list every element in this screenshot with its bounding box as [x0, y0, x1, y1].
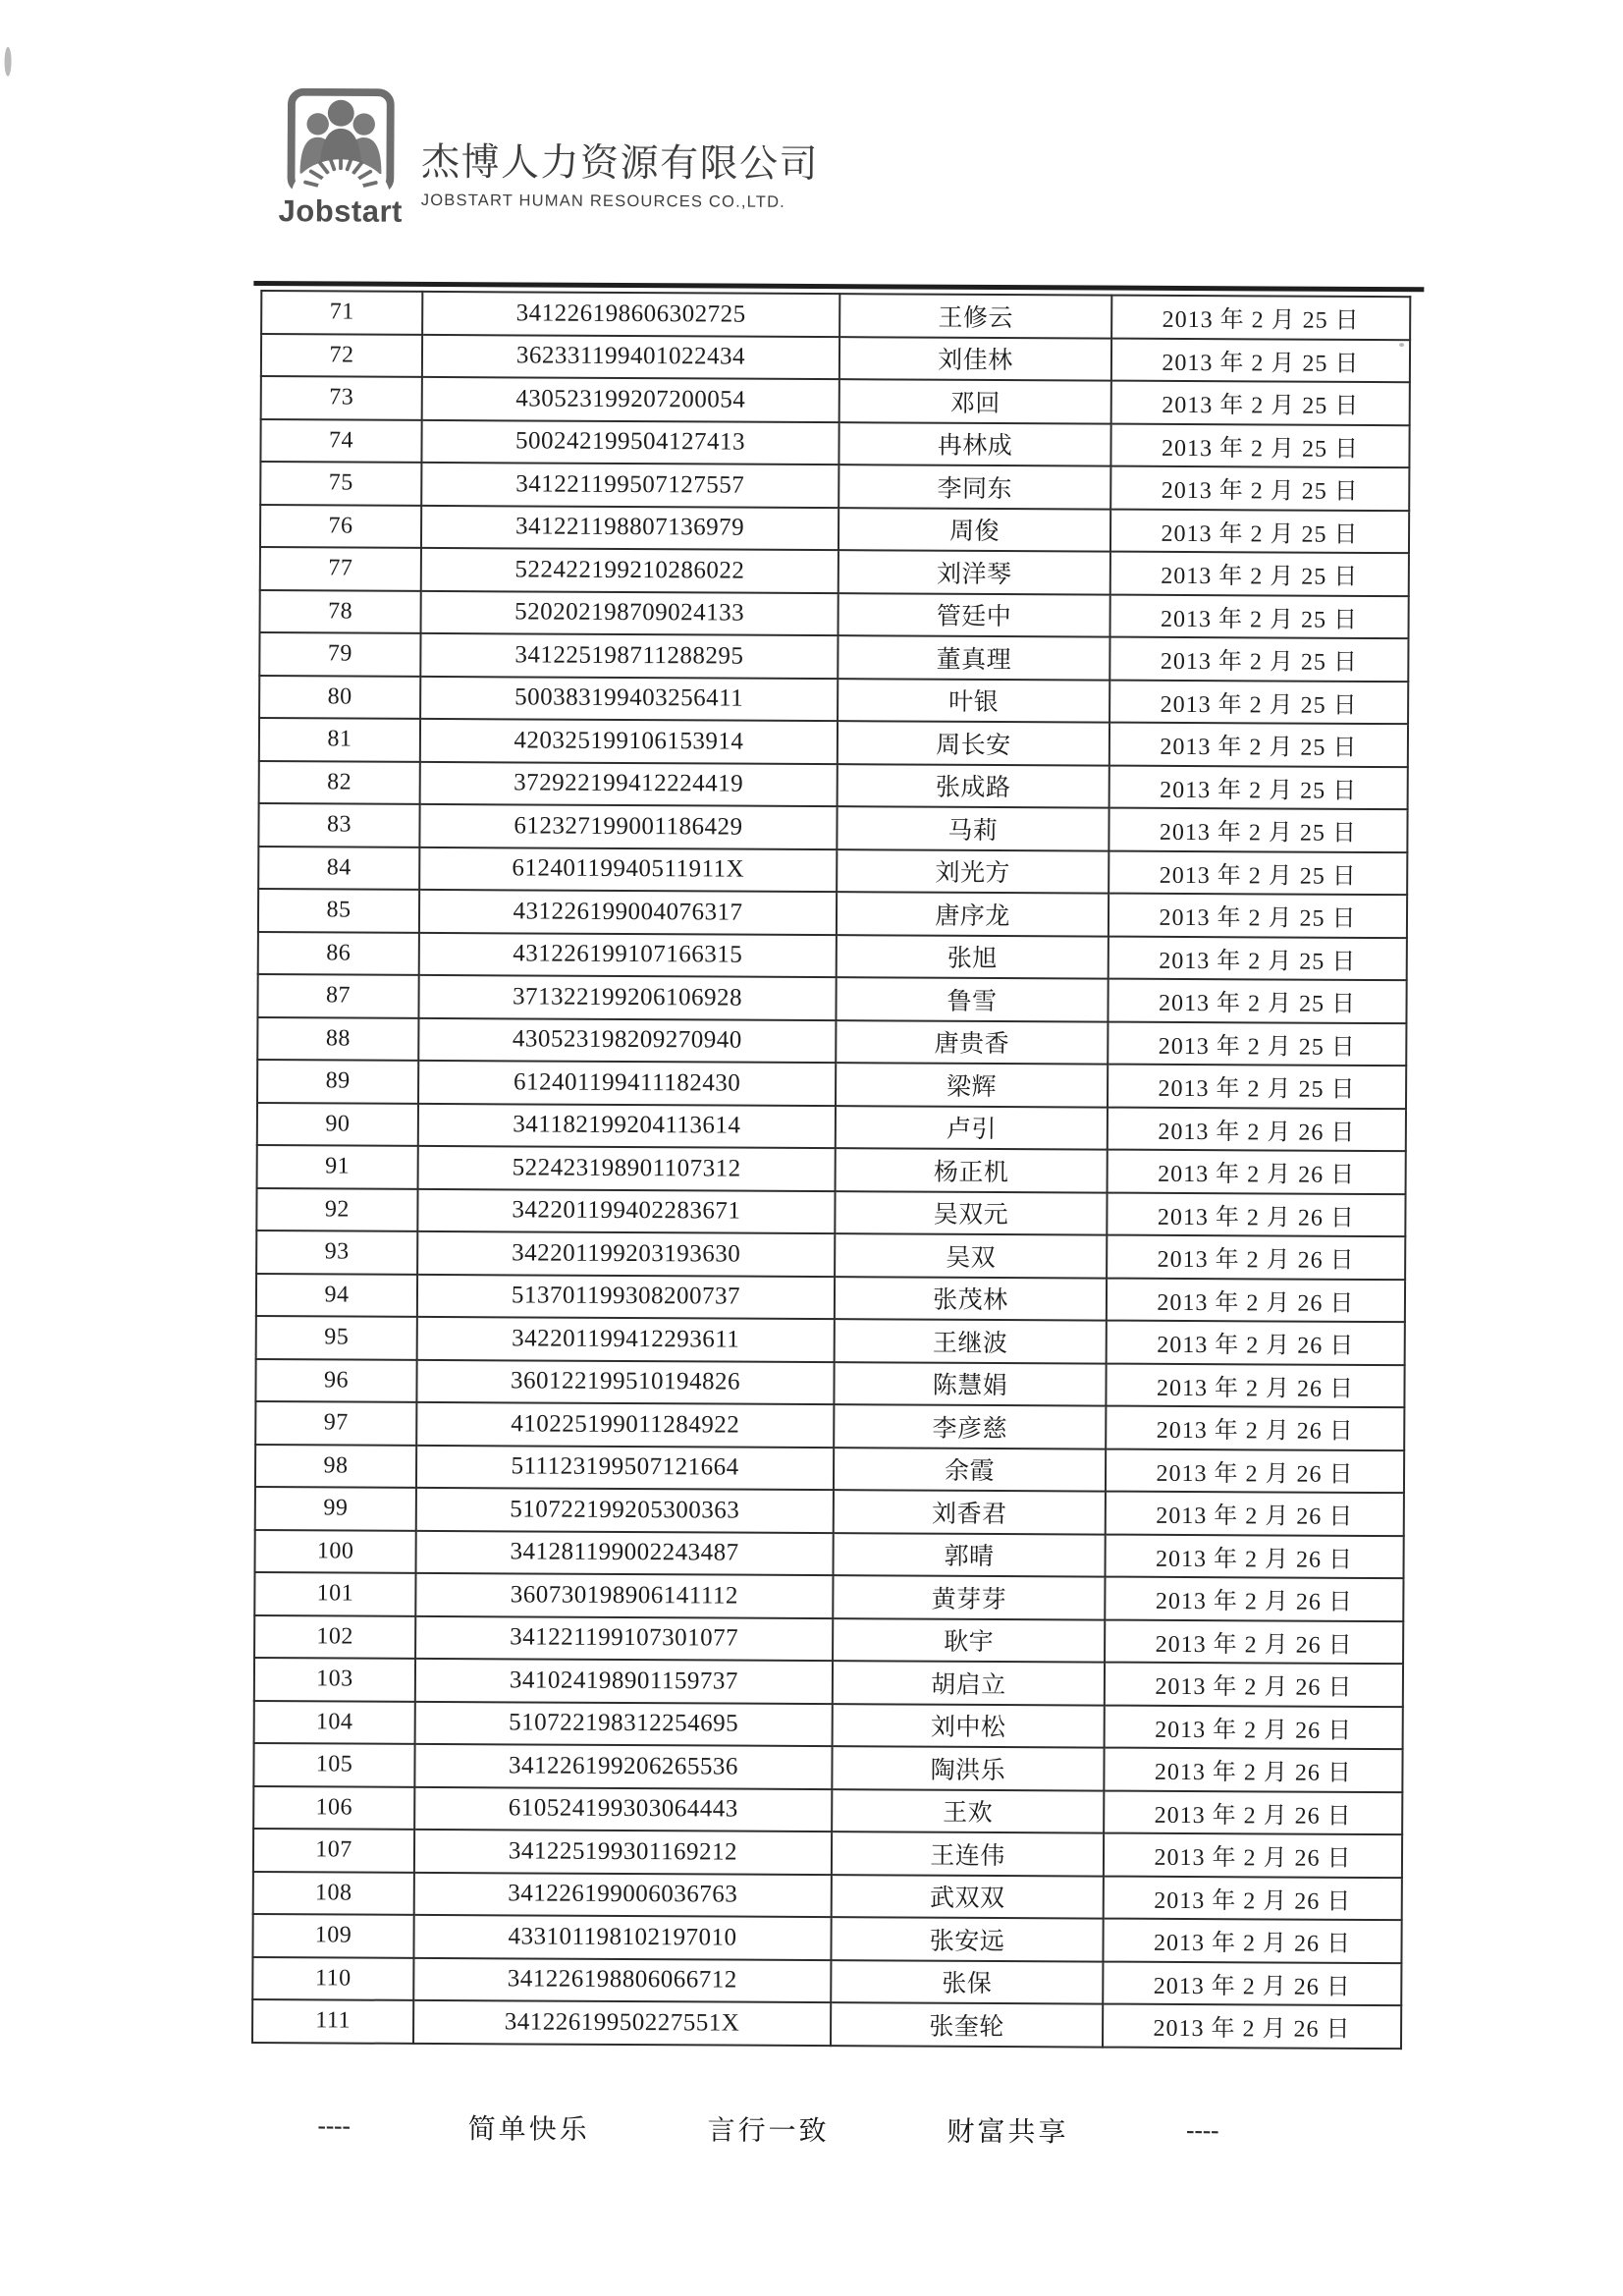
id-number-cell: 341281199002243487	[416, 1530, 834, 1575]
company-logo	[277, 87, 406, 230]
name-cell: 刘香君	[834, 1490, 1106, 1534]
date-cell: 2013 年 2 月 26 日	[1103, 1961, 1401, 2005]
row-number-cell: 91	[257, 1145, 418, 1188]
id-number-cell: 360730198906141112	[415, 1573, 833, 1618]
name-cell: 梁辉	[836, 1063, 1108, 1107]
footer-left-dashes: ----	[317, 2112, 351, 2140]
table-row	[253, 1786, 1402, 1835]
table-row	[252, 1957, 1401, 2006]
roster-table-body	[252, 291, 1410, 2049]
table-row	[256, 1274, 1405, 1323]
id-number-cell: 513701199308200737	[417, 1274, 835, 1319]
name-cell: 杨正机	[836, 1148, 1108, 1192]
row-number-cell: 97	[255, 1401, 416, 1445]
table-row	[260, 505, 1409, 554]
table-row	[259, 632, 1408, 682]
id-number-cell: 342201199402283671	[417, 1188, 835, 1233]
date-cell: 2013 年 2 月 25 日	[1110, 552, 1409, 596]
name-cell: 刘光方	[837, 849, 1109, 894]
id-number-cell: 372922199412224419	[420, 761, 838, 806]
table-row	[256, 1188, 1405, 1237]
date-cell: 2013 年 2 月 25 日	[1109, 936, 1407, 980]
date-cell: 2013 年 2 月 25 日	[1109, 894, 1407, 938]
row-number-cell: 79	[259, 632, 420, 676]
table-row	[253, 1829, 1402, 1878]
date-cell: 2013 年 2 月 26 日	[1105, 1705, 1403, 1749]
date-cell: 2013 年 2 月 25 日	[1109, 765, 1408, 809]
row-number-cell: 74	[260, 419, 421, 463]
name-cell: 周长安	[838, 721, 1109, 765]
id-number-cell: 612327199001186429	[419, 804, 837, 849]
logo-wordmark: Jobstart	[278, 193, 404, 229]
name-cell: 陶洪乐	[832, 1746, 1104, 1790]
table-row	[255, 1359, 1404, 1408]
row-number-cell: 86	[258, 932, 419, 975]
date-cell: 2013 年 2 月 26 日	[1106, 1492, 1404, 1536]
row-number-cell: 77	[260, 547, 421, 590]
table-row	[258, 932, 1407, 981]
row-number-cell: 98	[255, 1445, 416, 1488]
name-cell: 张茂林	[835, 1277, 1107, 1321]
row-number-cell: 110	[252, 1957, 413, 2000]
id-number-cell: 520202198709024133	[421, 590, 839, 635]
id-number-cell: 341182199204113614	[418, 1103, 836, 1148]
table-row	[258, 889, 1407, 938]
date-cell: 2013 年 2 月 26 日	[1104, 1748, 1402, 1792]
name-cell: 刘佳林	[839, 337, 1111, 381]
table-row	[254, 1701, 1403, 1750]
name-cell: 张保	[831, 1960, 1103, 2004]
scan-speck	[1399, 343, 1404, 347]
table-row	[257, 1145, 1406, 1194]
id-number-cell: 341221199507127557	[421, 463, 839, 508]
id-number-cell: 61240119940511911X	[419, 847, 837, 892]
footer-slogan-3: 财富共享	[947, 2116, 1069, 2149]
name-cell: 刘洋琴	[839, 550, 1110, 594]
row-number-cell: 80	[259, 676, 420, 719]
id-number-cell: 342201199412293611	[417, 1317, 835, 1362]
row-number-cell: 85	[258, 889, 419, 932]
table-row	[255, 1445, 1404, 1494]
id-number-cell: 522422199210286022	[421, 548, 839, 593]
row-number-cell: 107	[253, 1829, 414, 1872]
date-cell: 2013 年 2 月 25 日	[1109, 808, 1407, 852]
table-row	[261, 334, 1410, 383]
name-cell: 吴双	[835, 1233, 1107, 1278]
row-number-cell: 90	[257, 1103, 418, 1146]
table-row	[253, 1743, 1402, 1792]
table-row	[258, 803, 1407, 852]
footer-right-dashes: ----	[1186, 2117, 1219, 2145]
table-row	[252, 1914, 1401, 1963]
row-number-cell: 94	[256, 1274, 417, 1317]
row-number-cell: 82	[259, 761, 420, 804]
letterhead	[421, 132, 819, 212]
row-number-cell: 72	[261, 334, 422, 377]
table-row	[258, 847, 1407, 896]
name-cell: 张安远	[831, 1917, 1103, 1961]
date-cell: 2013 年 2 月 26 日	[1107, 1235, 1405, 1280]
table-row	[260, 590, 1409, 639]
table-row	[260, 547, 1409, 596]
table-row	[255, 1530, 1404, 1579]
name-cell: 吴双元	[835, 1191, 1107, 1235]
name-cell: 王连伟	[832, 1831, 1104, 1876]
id-number-cell: 510722198312254695	[415, 1701, 833, 1746]
name-cell: 陈慧娟	[834, 1362, 1106, 1406]
row-number-cell: 84	[258, 847, 419, 890]
date-cell: 2013 年 2 月 26 日	[1105, 1619, 1403, 1664]
scan-smudge	[4, 47, 11, 77]
table-row	[260, 462, 1409, 511]
date-cell: 2013 年 2 月 25 日	[1109, 680, 1408, 724]
jobstart-logo-icon	[285, 87, 398, 198]
roster-table	[251, 290, 1411, 2050]
id-number-cell: 410225199011284922	[416, 1402, 834, 1448]
id-number-cell: 341221199107301077	[415, 1615, 833, 1661]
row-number-cell: 99	[255, 1487, 416, 1530]
date-cell: 2013 年 2 月 25 日	[1111, 296, 1410, 340]
name-cell: 王修云	[839, 294, 1111, 338]
row-number-cell: 108	[253, 1872, 414, 1915]
name-cell: 耿宇	[833, 1618, 1105, 1663]
date-cell: 2013 年 2 月 25 日	[1111, 381, 1410, 425]
date-cell: 2013 年 2 月 25 日	[1108, 979, 1406, 1023]
row-number-cell: 89	[257, 1060, 418, 1103]
date-cell: 2013 年 2 月 25 日	[1110, 594, 1409, 638]
row-number-cell: 101	[254, 1572, 415, 1615]
id-number-cell: 341225199301169212	[414, 1830, 832, 1875]
row-number-cell: 104	[254, 1701, 415, 1744]
name-cell: 邓回	[839, 379, 1111, 423]
footer-slogan-1: 简单快乐	[467, 2114, 590, 2146]
row-number-cell: 106	[253, 1786, 414, 1830]
name-cell: 卢引	[836, 1106, 1108, 1150]
name-cell: 唐贵香	[836, 1020, 1108, 1065]
row-number-cell: 71	[261, 291, 422, 334]
date-cell: 2013 年 2 月 25 日	[1109, 637, 1408, 682]
footer-slogans	[317, 2106, 1218, 2151]
id-number-cell: 430523199207200054	[422, 377, 839, 422]
id-number-cell: 341226199206265536	[414, 1744, 832, 1789]
id-number-cell: 360122199510194826	[416, 1359, 834, 1404]
table-row	[252, 1999, 1401, 2049]
id-number-cell: 341221198807136979	[421, 505, 839, 550]
id-number-cell: 433101198102197010	[413, 1915, 831, 1960]
table-row	[254, 1615, 1403, 1665]
id-number-cell: 500242199504127413	[421, 419, 839, 465]
date-cell: 2013 年 2 月 25 日	[1108, 1021, 1406, 1066]
id-number-cell: 431226199004076317	[419, 890, 837, 935]
date-cell: 2013 年 2 月 25 日	[1109, 850, 1407, 895]
name-cell: 鲁雪	[836, 977, 1108, 1021]
table-row	[254, 1572, 1403, 1621]
table-row	[254, 1658, 1403, 1707]
id-number-cell: 500383199403256411	[420, 676, 838, 721]
table-row	[257, 1103, 1406, 1152]
date-cell: 2013 年 2 月 25 日	[1111, 338, 1410, 382]
table-row	[255, 1401, 1404, 1450]
date-cell: 2013 年 2 月 26 日	[1106, 1449, 1404, 1493]
row-number-cell: 76	[260, 505, 421, 548]
id-number-cell: 430523198209270940	[418, 1017, 836, 1063]
name-cell: 冉林成	[839, 422, 1110, 466]
row-number-cell: 81	[259, 718, 420, 761]
date-cell: 2013 年 2 月 26 日	[1105, 1577, 1403, 1621]
row-number-cell: 109	[252, 1914, 413, 1957]
date-cell: 2013 年 2 月 26 日	[1107, 1192, 1405, 1236]
id-number-cell: 341225198711288295	[420, 633, 838, 679]
date-cell: 2013 年 2 月 26 日	[1103, 1919, 1401, 1963]
id-number-cell: 431226199107166315	[419, 932, 837, 977]
footer-slogan-2: 言行一致	[707, 2115, 830, 2148]
id-number-cell: 510722199205300363	[416, 1488, 834, 1533]
id-number-cell: 371322199206106928	[418, 975, 836, 1020]
table-row	[259, 761, 1408, 810]
table-row	[256, 1316, 1405, 1365]
name-cell: 张旭	[837, 935, 1109, 979]
row-number-cell: 88	[257, 1017, 418, 1061]
name-cell: 董真理	[838, 635, 1109, 680]
date-cell: 2013 年 2 月 26 日	[1106, 1363, 1404, 1407]
date-cell: 2013 年 2 月 26 日	[1103, 2004, 1401, 2049]
name-cell: 叶银	[838, 679, 1109, 723]
name-cell: 马莉	[837, 806, 1109, 850]
row-number-cell: 83	[258, 803, 419, 847]
row-number-cell: 105	[253, 1743, 414, 1786]
id-number-cell: 511123199507121664	[416, 1445, 834, 1490]
row-number-cell: 95	[256, 1316, 417, 1359]
name-cell: 郭晴	[833, 1533, 1105, 1577]
id-number-cell: 341226198606302725	[422, 292, 839, 337]
name-cell: 胡启立	[833, 1661, 1105, 1705]
name-cell: 余霞	[834, 1448, 1106, 1492]
date-cell: 2013 年 2 月 26 日	[1107, 1321, 1405, 1365]
row-number-cell: 96	[255, 1359, 416, 1402]
id-number-cell: 341226199006036763	[414, 1872, 832, 1917]
date-cell: 2013 年 2 月 26 日	[1107, 1278, 1405, 1322]
date-cell: 2013 年 2 月 26 日	[1108, 1107, 1406, 1151]
row-number-cell: 93	[256, 1230, 417, 1274]
date-cell: 2013 年 2 月 25 日	[1110, 509, 1409, 553]
row-number-cell: 103	[254, 1658, 415, 1701]
company-name-english: JOBSTART HUMAN RESOURCES CO.,LTD.	[420, 191, 786, 211]
id-number-cell: 362331199401022434	[422, 334, 839, 379]
id-number-cell: 341024198901159737	[415, 1659, 833, 1704]
date-cell: 2013 年 2 月 26 日	[1104, 1876, 1402, 1920]
row-number-cell: 78	[260, 590, 421, 633]
row-number-cell: 111	[252, 1999, 413, 2043]
date-cell: 2013 年 2 月 25 日	[1109, 723, 1408, 767]
row-number-cell: 102	[254, 1615, 415, 1659]
id-number-cell: 522423198901107312	[418, 1146, 836, 1191]
date-cell: 2013 年 2 月 26 日	[1104, 1833, 1402, 1878]
name-cell: 黄芽芽	[833, 1575, 1105, 1619]
date-cell: 2013 年 2 月 26 日	[1105, 1534, 1403, 1578]
table-row	[257, 1060, 1406, 1109]
row-number-cell: 73	[261, 376, 422, 419]
row-number-cell: 100	[255, 1530, 416, 1573]
name-cell: 唐序龙	[837, 892, 1109, 936]
name-cell: 刘中松	[833, 1704, 1105, 1748]
date-cell: 2013 年 2 月 26 日	[1108, 1150, 1406, 1194]
table-row	[261, 376, 1410, 425]
name-cell: 王继波	[835, 1319, 1107, 1363]
table-row	[261, 291, 1410, 340]
name-cell: 李同东	[839, 465, 1110, 509]
date-cell: 2013 年 2 月 25 日	[1110, 423, 1409, 467]
table-row	[255, 1487, 1404, 1536]
date-cell: 2013 年 2 月 26 日	[1105, 1663, 1403, 1707]
name-cell: 王欢	[832, 1789, 1104, 1833]
table-row	[257, 1017, 1406, 1066]
id-number-cell: 612401199411182430	[418, 1061, 836, 1106]
date-cell: 2013 年 2 月 26 日	[1106, 1406, 1404, 1450]
table-row	[253, 1872, 1402, 1921]
table-row	[259, 676, 1408, 725]
row-number-cell: 92	[256, 1188, 417, 1231]
table-row	[259, 718, 1408, 767]
date-cell: 2013 年 2 月 26 日	[1104, 1790, 1402, 1834]
row-number-cell: 75	[260, 462, 421, 505]
table-row	[260, 419, 1409, 468]
date-cell: 2013 年 2 月 25 日	[1110, 466, 1409, 511]
name-cell: 周俊	[839, 508, 1110, 552]
table-row	[256, 1230, 1405, 1280]
id-number-cell: 610524199303064443	[414, 1786, 832, 1831]
id-number-cell: 34122619950227551X	[413, 2000, 831, 2046]
id-number-cell: 341226198806066712	[413, 1957, 831, 2002]
name-cell: 李彦慈	[834, 1404, 1106, 1449]
name-cell: 张成路	[838, 764, 1109, 808]
name-cell: 武双双	[832, 1875, 1104, 1919]
table-row	[257, 974, 1406, 1023]
row-number-cell: 87	[257, 974, 418, 1017]
id-number-cell: 342201199203193630	[417, 1231, 835, 1277]
name-cell: 张奎轮	[831, 2002, 1103, 2047]
name-cell: 管廷中	[839, 593, 1110, 637]
id-number-cell: 420325199106153914	[420, 719, 838, 764]
company-name-chinese: 杰博人力资源有限公司	[420, 140, 820, 187]
date-cell: 2013 年 2 月 25 日	[1108, 1065, 1406, 1109]
